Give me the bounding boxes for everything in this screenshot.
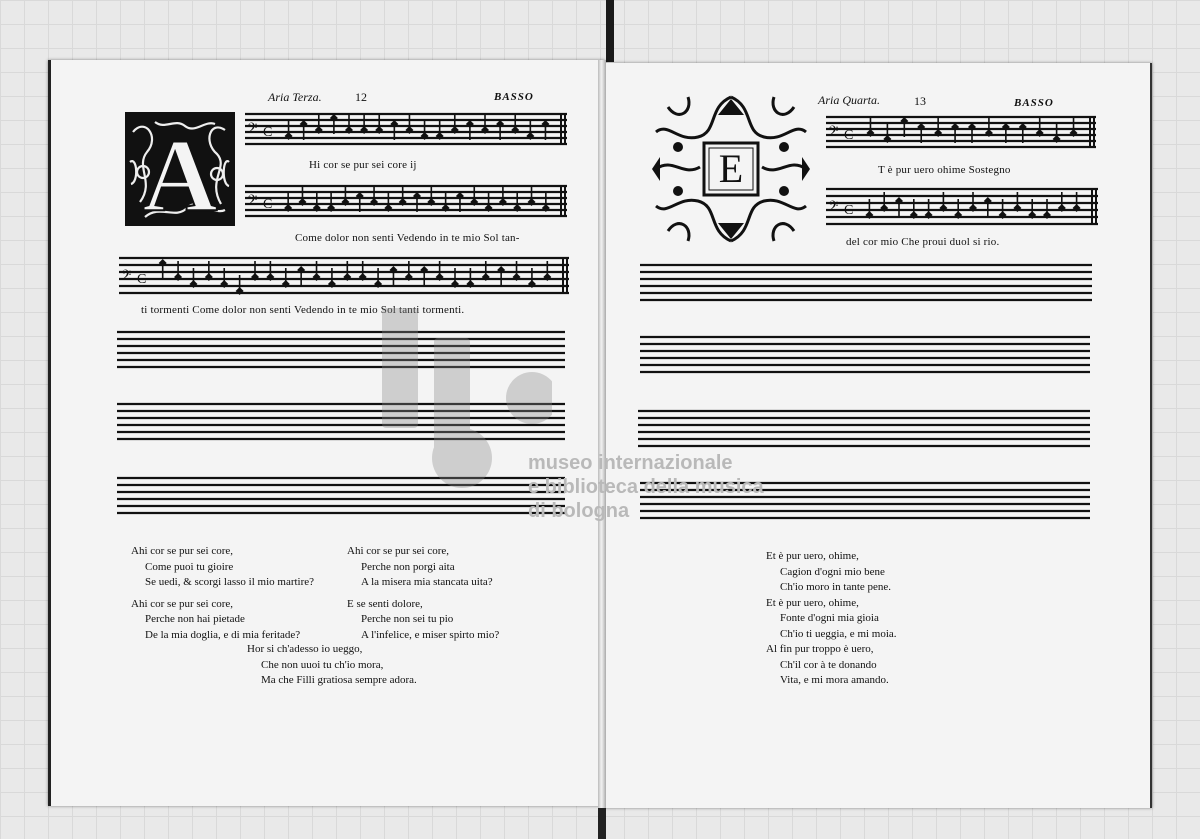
music-note (1053, 123, 1061, 143)
book-spine-bottom (598, 808, 606, 839)
book-spine-top (606, 0, 614, 62)
clef-icon: 𝄢 (247, 120, 258, 139)
poem-line: Al fin pur troppo è uero, (766, 643, 874, 655)
music-staff (119, 254, 569, 298)
poem-line: Fonte d'ogni mia gioia (780, 612, 879, 624)
poem-column-1 (131, 544, 314, 643)
poem-line: Ch'io ti ueggia, e mi moia. (780, 627, 897, 640)
music-note (513, 192, 521, 212)
poem-line: Che non uuoi tu ch'io mora, (261, 658, 384, 671)
poem-line: Et è pur uero, ohime, (766, 596, 859, 609)
music-note (451, 114, 459, 134)
music-note (1070, 117, 1078, 137)
music-note (542, 192, 550, 212)
lyric-line: del cor mio Che proui duol si rio. (846, 236, 1000, 248)
music-note (297, 266, 305, 286)
poem-line: A la misera mia stancata uita? (361, 576, 493, 588)
right-page (602, 63, 1152, 808)
music-note (159, 259, 167, 279)
music-note (360, 114, 368, 134)
music-staff (826, 185, 1098, 229)
book-gutter (598, 60, 606, 808)
music-note (405, 114, 413, 134)
clef-icon: 𝄢 (828, 123, 839, 142)
poem-line: Ahi cor se pur sei core, (347, 545, 450, 557)
watermark-text: museo internazionale (528, 452, 733, 474)
time-signature: C (263, 197, 273, 212)
poem-line: Ch'il cor à te donando (780, 658, 877, 671)
svg-text:A: A (142, 118, 218, 226)
music-note (384, 192, 392, 212)
music-note (485, 192, 493, 212)
music-staff (826, 113, 1096, 153)
poem-line: E se senti dolore, (347, 597, 423, 610)
poem-line: A l'infelice, e miser spirto mio? (361, 628, 500, 641)
music-note (370, 186, 378, 206)
clef-icon: 𝄢 (247, 192, 258, 211)
music-note (528, 186, 536, 206)
woodcut-initial-a (125, 112, 235, 226)
poem-line: Vita, e mi mora amando. (780, 674, 889, 686)
lyric-line: Come dolor non senti Vedendo in te mio Sol tan- (295, 232, 520, 244)
music-note (284, 192, 292, 212)
music-note (427, 186, 435, 206)
music-note (399, 186, 407, 206)
music-note (470, 186, 478, 206)
time-signature: C (844, 203, 854, 218)
page-number-left: 12 (355, 90, 367, 104)
poem-line: De la mia doglia, e di mia feritade? (145, 628, 301, 641)
poem-line: Perche non porgi aita (361, 560, 455, 573)
music-note (375, 114, 383, 134)
lyric-line: ti tormenti Come dolor non senti Vedendo in te mio Sol tanti tormenti. (141, 304, 465, 316)
clef-icon: 𝄢 (828, 198, 839, 217)
poem-line: Come puoi tu gioire (145, 560, 234, 573)
music-note (420, 266, 428, 286)
music-note (481, 114, 489, 134)
aria-title-right: Aria Quarta. (818, 93, 881, 107)
watermark-text: di bologna (528, 500, 630, 522)
time-signature: C (844, 128, 854, 143)
music-note (984, 197, 992, 217)
poem-line: Cagion d'ogni mio bene (780, 565, 885, 578)
time-signature: C (263, 125, 273, 140)
poem-line: Perche non hai pietade (145, 613, 245, 625)
music-note (1036, 117, 1044, 137)
poem-line: Ch'io moro in tante pene. (780, 581, 892, 593)
page-number-right: 13 (914, 94, 926, 108)
poem-line: Hor si ch'adesso io ueggo, (247, 643, 363, 655)
lyric-line: Hi cor se pur sei core ij (309, 159, 417, 171)
music-note (442, 192, 450, 212)
music-note (866, 117, 874, 137)
poem-final-stanza (247, 642, 417, 689)
empty-music-staff (117, 400, 565, 444)
left-page (48, 60, 605, 806)
music-note (934, 117, 942, 137)
empty-music-staff (117, 328, 565, 372)
music-note (421, 120, 429, 140)
poem-line: Et è pur uero, ohime, (766, 550, 859, 562)
svg-text:E: E (718, 146, 744, 191)
empty-music-staff (638, 407, 1090, 451)
woodcut-ornament (125, 112, 235, 226)
music-note (985, 117, 993, 137)
music-note (389, 266, 397, 286)
poem-line: Se uedi, & scorgi lasso il mio martire? (145, 576, 315, 588)
woodcut-ornament (648, 87, 814, 251)
clef-icon: 𝄢 (121, 267, 132, 286)
poem-line: Ahi cor se pur sei core, (131, 545, 234, 557)
empty-music-staff (640, 333, 1090, 377)
music-note (436, 120, 444, 140)
music-note (315, 114, 323, 134)
poem-line: Perche non sei tu pio (361, 613, 454, 625)
music-note (499, 186, 507, 206)
music-note (313, 192, 321, 212)
music-note (526, 120, 534, 140)
music-note (497, 266, 505, 286)
music-staff (245, 110, 567, 150)
music-note (285, 120, 293, 140)
poem-column-2 (347, 544, 499, 643)
music-staff (245, 182, 567, 222)
part-name-left: BASSO (494, 91, 534, 103)
time-signature: C (137, 272, 147, 287)
music-note (883, 123, 891, 143)
lyric-line: T è pur uero ohime Sostegno (878, 164, 1011, 176)
music-note (345, 114, 353, 134)
music-note (511, 114, 519, 134)
part-name-right: BASSO (1014, 97, 1054, 109)
empty-music-staff (117, 474, 565, 518)
poem-line: Ahi cor se pur sei core, (131, 597, 234, 610)
poem-line: Ma che Filli gratiosa sempre adora. (261, 674, 417, 686)
watermark-text: e biblioteca della musica (528, 476, 764, 498)
aria-title-left: Aria Terza. (268, 90, 322, 104)
music-note (298, 186, 306, 206)
music-note (327, 192, 335, 212)
woodcut-initial-e (648, 87, 814, 251)
music-note (895, 197, 903, 217)
music-note (341, 186, 349, 206)
poem-right (766, 549, 897, 689)
empty-music-staff (640, 261, 1092, 305)
